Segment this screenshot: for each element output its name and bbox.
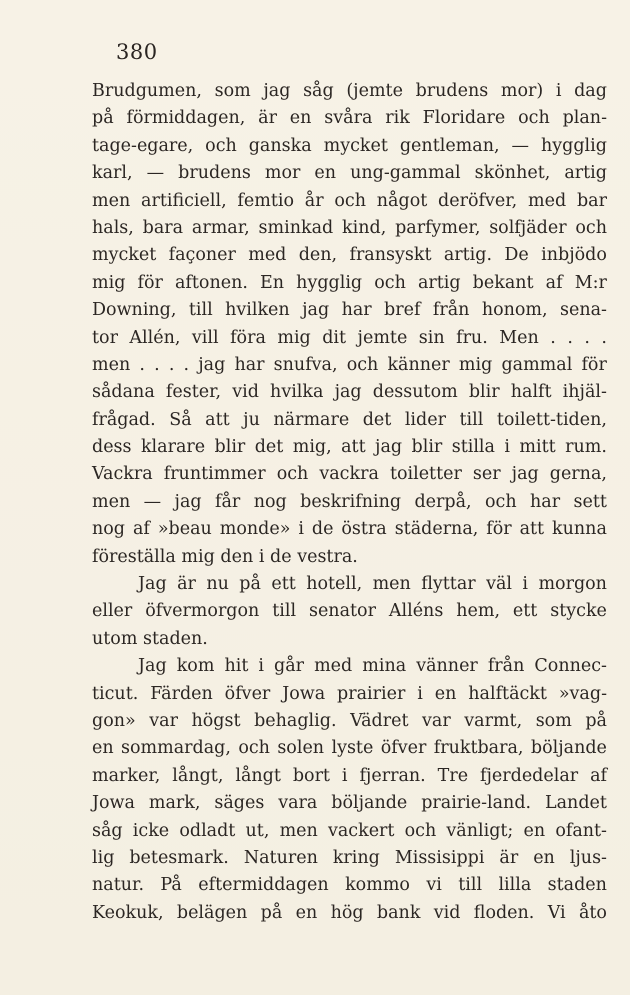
text-line: nog af »beau monde» i de östra städerna, för att kunna [92,519,607,540]
text-line: föreställa mig den i de vestra. [92,546,358,567]
text-line: Jowa mark, säges vara böljande prairie-land. Landet [92,793,607,814]
text-line: ticut. Färden öfver Jowa prairier i en halftäckt »vag- [92,683,607,704]
text-line: Vackra fruntimmer och vackra toiletter ser jag gerna, [92,464,607,485]
text-line: men — jag får nog beskrifning derpå, och har sett [92,491,607,512]
text-line: sådana fester, vid hvilka jag dessutom blir halft ihjäl- [92,382,607,403]
text-line: Jag är nu på ett hotell, men flyttar väl i morgon [138,574,607,595]
text-line: såg icke odladt ut, men vackert och vänligt; en ofant- [92,820,607,841]
text-line: Brudgumen, som jag såg (jemte brudens mor) i dag [92,81,607,101]
text-line: tor Allén, vill föra mig dit jemte sin fru. Men . . . . [92,327,607,348]
text-line: Jag kom hit i går med mina vänner från Connec- [138,656,607,677]
text-line: natur. På eftermiddagen kommo vi till lilla staden [92,875,607,896]
text-line: gon» var högst behaglig. Vädret var varmt, som på [92,710,607,731]
text-line: karl, — brudens mor en ung-gammal skönhet, artig [92,163,607,184]
page-number: 380 [116,40,158,64]
text-line: utom staden. [92,628,208,649]
text-line: Keokuk, belägen på en hög bank vid floden. Vi åto [92,902,607,923]
text-line: mig för aftonen. En hygglig och artig bekant af M:r [92,272,607,293]
text-line: Downing, till hvilken jag har bref från honom, sena- [92,300,607,321]
text-line: frågad. Så att ju närmare det lider till toilett-tiden, [92,409,607,430]
text-line: marker, långt, långt bort i fjerran. Tre fjerdedelar af [92,765,607,786]
text-line: hals, bara armar, sminkad kind, parfymer, solfjäder och [92,217,607,238]
text-line: mycket façoner med den, fransyskt artig. De inbjödo [92,245,607,266]
text-line: men . . . . jag har snufva, och känner mig gammal för [92,354,607,375]
text-line: tage-egare, och ganska mycket gentleman, — hygglig [92,135,607,156]
body-text [92,78,607,927]
text-line: men artificiell, femtio år och något deröfver, med bar [92,190,607,211]
text-line: på förmiddagen, är en svåra rik Floridare och plan- [92,108,607,129]
text-line: lig betesmark. Naturen kring Missisippi är en ljus- [92,847,607,868]
text-line: en sommardag, och solen lyste öfver fruktbara, böljande [92,738,607,759]
text-line: eller öfvermorgon till senator Alléns hem, ett stycke [92,601,607,622]
text-line: dess klarare blir det mig, att jag blir stilla i mitt rum. [92,437,607,458]
